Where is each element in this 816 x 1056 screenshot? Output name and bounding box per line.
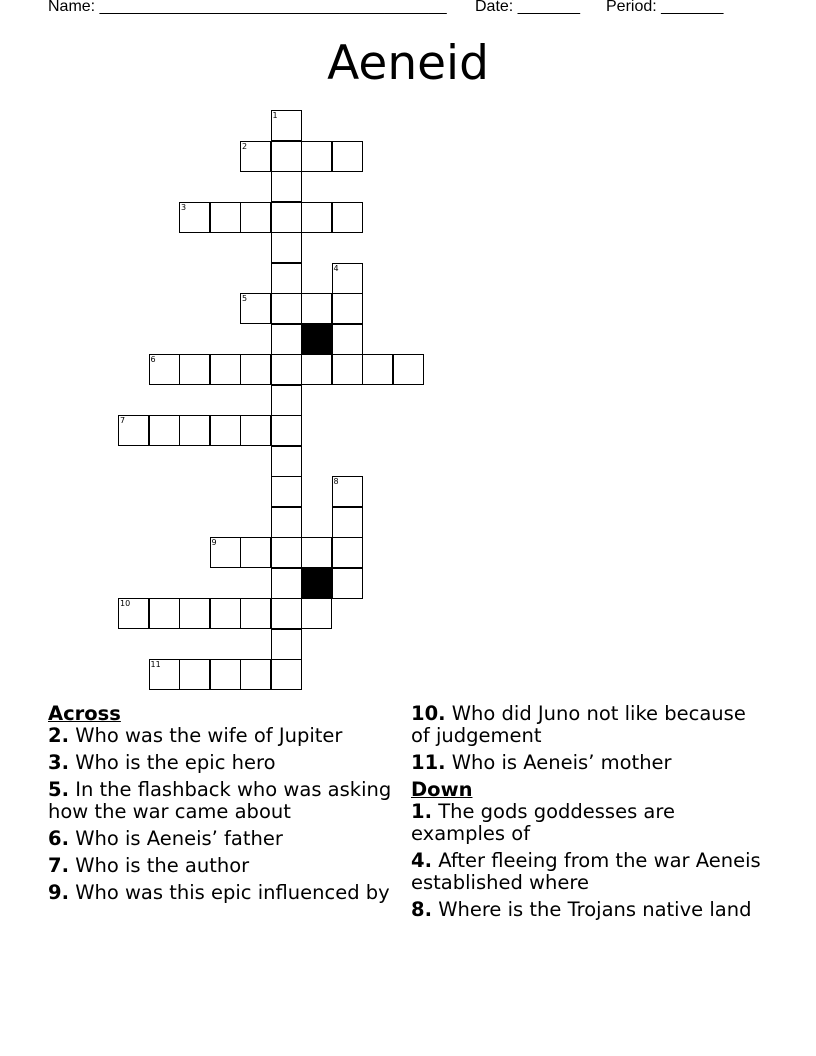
grid-cell[interactable] [332,537,363,568]
grid-cell[interactable] [301,537,332,568]
clue-across-10: 10. Who did Juno not like because of judgement [411,702,746,747]
grid-cell[interactable] [301,598,332,629]
grid-cell[interactable] [271,629,302,660]
clue-across-5: 5. In the flashback who was asking how the war came about [48,778,392,823]
grid-cell[interactable] [210,202,241,233]
grid-cell[interactable] [118,415,149,446]
grid-cell[interactable] [332,202,363,233]
clue-number-label: 1 [272,111,278,120]
clue-across-7: 7. Who is the author [48,854,250,877]
grid-cell[interactable] [179,598,210,629]
clue-number-label: 4 [333,263,339,273]
clue-across-6: 6. Who is Aeneis’ father [48,827,283,850]
grid-cell[interactable] [210,659,241,690]
grid-cell[interactable] [271,507,302,538]
grid-cell[interactable] [271,385,302,416]
grid-cell[interactable] [271,598,302,629]
grid-cell[interactable] [332,263,363,294]
grid-cell[interactable] [271,324,302,355]
grid-cell[interactable] [271,293,302,324]
grid-cell[interactable] [149,598,180,629]
grid-cell[interactable] [332,141,363,172]
grid-cell[interactable] [210,354,241,385]
grid-cell[interactable] [271,446,302,477]
clue-number-label: 5 [242,294,248,303]
grid-cell[interactable] [271,141,302,172]
grid-cell[interactable] [271,354,302,385]
grid-cell[interactable] [301,354,332,385]
clues-right-column [411,703,761,926]
clue-across-9: 9. Who was this epic influenced by [48,881,390,904]
grid-block [301,324,332,355]
clue-number-label: 10 [120,599,131,608]
grid-cell[interactable] [240,202,271,233]
grid-cell[interactable] [301,293,332,324]
grid-cell[interactable] [271,659,302,690]
down-heading: Down [411,778,473,801]
grid-cell[interactable] [210,598,241,629]
grid-cell[interactable] [271,110,302,141]
grid-cell[interactable] [179,659,210,690]
grid-cell[interactable] [271,568,302,599]
clue-number-label: 8 [333,477,339,486]
period-field-label[interactable]: Period: _______ [606,0,724,15]
grid-cell[interactable] [240,659,271,690]
clue-number-label: 3 [181,202,187,212]
grid-cell[interactable] [179,415,210,446]
clue-across-11: 11. Who is Aeneis’ mother [411,751,672,774]
grid-cell[interactable] [240,141,271,172]
grid-block [301,568,332,599]
grid-cell[interactable] [332,568,363,599]
grid-cell[interactable] [149,354,180,385]
grid-cell[interactable] [179,354,210,385]
grid-cell[interactable] [332,354,363,385]
clue-number-label: 11 [150,660,161,669]
clues-left-column [48,703,398,909]
across-heading: Across [48,702,121,725]
clue-number-label: 2 [242,141,248,151]
grid-cell[interactable] [271,537,302,568]
grid-cell[interactable] [271,415,302,446]
name-field-label[interactable]: Name: _______________________________________ [48,0,447,15]
grid-cell[interactable] [301,141,332,172]
clue-number-label: 7 [120,416,126,425]
clue-across-3: 3. Who is the epic hero [48,751,276,774]
clue-down-4: 4. After fleeing from the war Aeneis established where [411,849,761,894]
grid-cell[interactable] [332,293,363,324]
clue-number-label: 9 [211,538,217,547]
clue-down-1: 1. The gods goddesses are examples of [411,800,675,845]
grid-cell[interactable] [301,202,332,233]
grid-cell[interactable] [393,354,424,385]
clue-down-8: 8. Where is the Trojans native land [411,898,752,921]
grid-cell[interactable] [362,354,393,385]
grid-cell[interactable] [118,598,149,629]
grid-cell[interactable] [271,202,302,233]
grid-cell[interactable] [271,171,302,202]
grid-cell[interactable] [240,415,271,446]
grid-cell[interactable] [179,202,210,233]
page-title: Aeneid [327,36,489,91]
grid-cell[interactable] [240,598,271,629]
grid-cell[interactable] [271,232,302,263]
grid-cell[interactable] [149,659,180,690]
clue-number-label: 6 [150,355,156,364]
grid-cell[interactable] [210,537,241,568]
grid-cell[interactable] [240,293,271,324]
grid-cell[interactable] [332,324,363,355]
grid-cell[interactable] [332,507,363,538]
grid-cell[interactable] [332,476,363,507]
grid-cell[interactable] [240,537,271,568]
grid-cell[interactable] [240,354,271,385]
clue-across-2: 2. Who was the wife of Jupiter [48,724,343,747]
grid-cell[interactable] [271,263,302,294]
grid-cell[interactable] [271,476,302,507]
grid-cell[interactable] [149,415,180,446]
date-field-label[interactable]: Date: _______ [475,0,580,15]
grid-cell[interactable] [210,415,241,446]
